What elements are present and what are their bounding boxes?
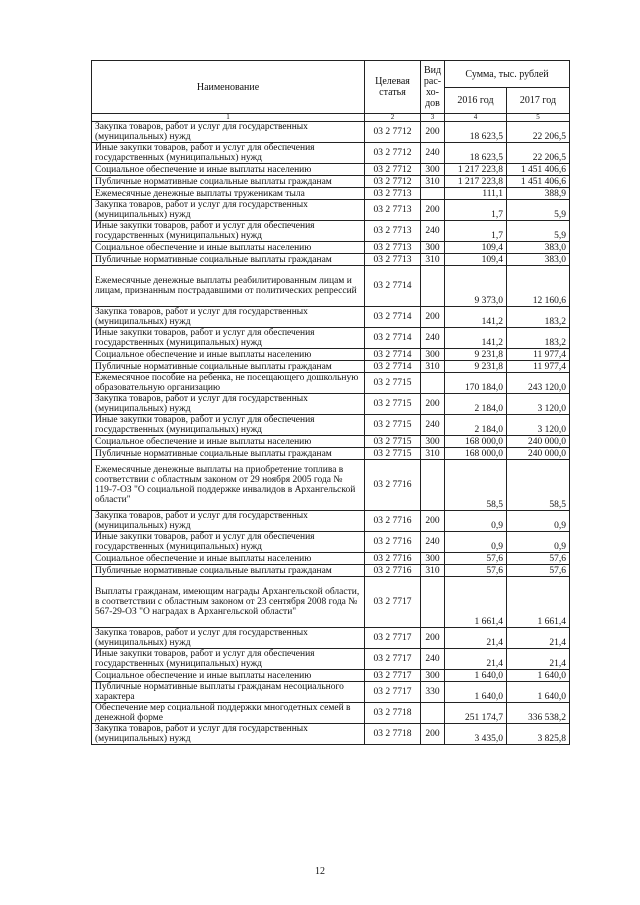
- row-name: Публичные нормативные социальные выплаты гражданам: [92, 176, 365, 188]
- table-row: [92, 122, 570, 143]
- row-target-article: 03 2 7714: [365, 361, 421, 373]
- row-expense-type: 240: [421, 143, 445, 164]
- row-expense-type: 300: [421, 349, 445, 361]
- row-name: Закупка товаров, работ и услуг для государственных (муниципальных) нужд: [92, 307, 365, 328]
- table-row: [92, 565, 570, 577]
- row-target-article: 03 2 7716: [365, 532, 421, 553]
- row-amount-2016: 141,2: [445, 328, 507, 349]
- row-target-article: 03 2 7712: [365, 176, 421, 188]
- table-row: [92, 436, 570, 448]
- row-expense-type: 240: [421, 415, 445, 436]
- row-amount-2016: 168 000,0: [445, 448, 507, 460]
- row-target-article: 03 2 7716: [365, 565, 421, 577]
- row-amount-2016: 1 661,4: [445, 577, 507, 628]
- row-amount-2016: 9 373,0: [445, 266, 507, 307]
- table-row: [92, 448, 570, 460]
- row-amount-2016: 18 623,5: [445, 122, 507, 143]
- row-amount-2016: 1,7: [445, 221, 507, 242]
- row-expense-type: 240: [421, 532, 445, 553]
- row-target-article: 03 2 7713: [365, 188, 421, 200]
- row-amount-2017: 1 661,4: [507, 577, 570, 628]
- table-row: [92, 176, 570, 188]
- row-amount-2016: 170 184,0: [445, 373, 507, 394]
- row-target-article: 03 2 7715: [365, 436, 421, 448]
- header-year-2016: 2016 год: [445, 88, 507, 114]
- row-name: Иные закупки товаров, работ и услуг для обеспечения государственных (муниципальных) нужд: [92, 221, 365, 242]
- row-name: Публичные нормативные социальные выплаты гражданам: [92, 361, 365, 373]
- row-expense-type: 200: [421, 394, 445, 415]
- row-target-article: 03 2 7715: [365, 373, 421, 394]
- table-row: [92, 373, 570, 394]
- row-amount-2017: 383,0: [507, 254, 570, 266]
- row-name: Ежемесячное пособие на ребенка, не посещающего дошкольную образовательную организацию: [92, 373, 365, 394]
- table-row: [92, 221, 570, 242]
- row-name: Публичные нормативные социальные выплаты гражданам: [92, 254, 365, 266]
- row-expense-type: [421, 577, 445, 628]
- row-amount-2016: 251 174,7: [445, 703, 507, 724]
- table-row: [92, 628, 570, 649]
- table-row: [92, 143, 570, 164]
- table-row: [92, 682, 570, 703]
- row-amount-2017: 183,2: [507, 307, 570, 328]
- row-target-article: 03 2 7716: [365, 553, 421, 565]
- row-name: Закупка товаров, работ и услуг для государственных (муниципальных) нужд: [92, 200, 365, 221]
- column-number: 1: [92, 114, 365, 122]
- table-row: [92, 328, 570, 349]
- header-name: Наименование: [92, 61, 365, 114]
- row-target-article: 03 2 7714: [365, 349, 421, 361]
- row-name: Социальное обеспечение и иные выплаты населению: [92, 242, 365, 254]
- table-row: [92, 361, 570, 373]
- row-expense-type: 200: [421, 628, 445, 649]
- row-amount-2017: 3 825,8: [507, 724, 570, 745]
- row-amount-2016: 58,5: [445, 460, 507, 511]
- row-target-article: 03 2 7712: [365, 143, 421, 164]
- table-row: [92, 349, 570, 361]
- row-name: Обеспечение мер социальной поддержки многодетных семей в денежной форме: [92, 703, 365, 724]
- row-amount-2017: 11 977,4: [507, 361, 570, 373]
- row-expense-type: 240: [421, 649, 445, 670]
- table-row: [92, 394, 570, 415]
- row-amount-2016: 9 231,8: [445, 349, 507, 361]
- row-name: Ежемесячные денежные выплаты реабилитированным лицам и лицам, признанным пострадавшими от политических репрессий: [92, 266, 365, 307]
- row-amount-2017: 1 640,0: [507, 682, 570, 703]
- row-amount-2017: 336 538,2: [507, 703, 570, 724]
- row-expense-type: 310: [421, 176, 445, 188]
- row-expense-type: 310: [421, 565, 445, 577]
- row-target-article: 03 2 7712: [365, 122, 421, 143]
- row-expense-type: 310: [421, 361, 445, 373]
- row-expense-type: 310: [421, 254, 445, 266]
- table-row: [92, 553, 570, 565]
- row-expense-type: 200: [421, 307, 445, 328]
- row-name: Социальное обеспечение и иные выплаты населению: [92, 670, 365, 682]
- row-target-article: 03 2 7713: [365, 254, 421, 266]
- row-name: Закупка товаров, работ и услуг для государственных (муниципальных) нужд: [92, 122, 365, 143]
- table-row: [92, 266, 570, 307]
- header-sum: Сумма, тыс. рублей: [445, 61, 570, 88]
- row-amount-2017: 58,5: [507, 460, 570, 511]
- table-row: [92, 242, 570, 254]
- row-amount-2016: 168 000,0: [445, 436, 507, 448]
- row-amount-2017: 1 640,0: [507, 670, 570, 682]
- row-amount-2017: 3 120,0: [507, 394, 570, 415]
- row-target-article: 03 2 7717: [365, 682, 421, 703]
- row-target-article: 03 2 7717: [365, 577, 421, 628]
- row-expense-type: 300: [421, 670, 445, 682]
- row-amount-2017: 3 120,0: [507, 415, 570, 436]
- row-name: Социальное обеспечение и иные выплаты населению: [92, 349, 365, 361]
- row-target-article: 03 2 7714: [365, 266, 421, 307]
- header-year-2017: 2017 год: [507, 88, 570, 114]
- row-target-article: 03 2 7714: [365, 307, 421, 328]
- row-target-article: 03 2 7713: [365, 200, 421, 221]
- row-amount-2016: 1,7: [445, 200, 507, 221]
- row-amount-2016: 0,9: [445, 532, 507, 553]
- row-expense-type: [421, 373, 445, 394]
- row-target-article: 03 2 7712: [365, 164, 421, 176]
- row-expense-type: 200: [421, 724, 445, 745]
- table-row: [92, 532, 570, 553]
- row-amount-2016: 109,4: [445, 254, 507, 266]
- row-name: Публичные нормативные социальные выплаты гражданам: [92, 448, 365, 460]
- row-target-article: 03 2 7715: [365, 415, 421, 436]
- row-amount-2017: 383,0: [507, 242, 570, 254]
- row-expense-type: [421, 188, 445, 200]
- row-amount-2016: 18 623,5: [445, 143, 507, 164]
- row-expense-type: 200: [421, 122, 445, 143]
- row-name: Иные закупки товаров, работ и услуг для обеспечения государственных (муниципальных) нужд: [92, 649, 365, 670]
- row-amount-2017: 0,9: [507, 511, 570, 532]
- row-amount-2016: 2 184,0: [445, 415, 507, 436]
- row-amount-2017: 1 451 406,6: [507, 176, 570, 188]
- row-amount-2017: 22 206,5: [507, 143, 570, 164]
- row-name: Закупка товаров, работ и услуг для государственных (муниципальных) нужд: [92, 394, 365, 415]
- row-expense-type: 200: [421, 511, 445, 532]
- row-target-article: 03 2 7716: [365, 460, 421, 511]
- table-row: [92, 670, 570, 682]
- row-name: Закупка товаров, работ и услуг для государственных (муниципальных) нужд: [92, 628, 365, 649]
- page-number: 12: [315, 866, 325, 877]
- row-name: Публичные нормативные выплаты гражданам несоциального характера: [92, 682, 365, 703]
- row-target-article: 03 2 7717: [365, 649, 421, 670]
- row-amount-2016: 1 217 223,8: [445, 176, 507, 188]
- row-amount-2016: 109,4: [445, 242, 507, 254]
- row-amount-2016: 1 217 223,8: [445, 164, 507, 176]
- row-amount-2017: 240 000,0: [507, 436, 570, 448]
- row-name: Закупка товаров, работ и услуг для государственных (муниципальных) нужд: [92, 511, 365, 532]
- row-amount-2016: 9 231,8: [445, 361, 507, 373]
- row-target-article: 03 2 7717: [365, 628, 421, 649]
- row-target-article: 03 2 7715: [365, 448, 421, 460]
- row-name: Социальное обеспечение и иные выплаты населению: [92, 553, 365, 565]
- row-amount-2017: 240 000,0: [507, 448, 570, 460]
- table-row: [92, 724, 570, 745]
- row-name: Социальное обеспечение и иные выплаты населению: [92, 436, 365, 448]
- row-target-article: 03 2 7717: [365, 670, 421, 682]
- row-expense-type: 300: [421, 164, 445, 176]
- budget-table: [91, 60, 570, 745]
- row-amount-2017: 183,2: [507, 328, 570, 349]
- row-amount-2017: 12 160,6: [507, 266, 570, 307]
- table-row: [92, 307, 570, 328]
- table-row: [92, 200, 570, 221]
- row-amount-2016: 21,4: [445, 628, 507, 649]
- row-amount-2017: 5,9: [507, 200, 570, 221]
- row-amount-2017: 21,4: [507, 628, 570, 649]
- table-row: [92, 164, 570, 176]
- row-target-article: 03 2 7715: [365, 394, 421, 415]
- row-expense-type: 330: [421, 682, 445, 703]
- column-number: 5: [507, 114, 570, 122]
- row-target-article: 03 2 7718: [365, 724, 421, 745]
- column-number: 3: [421, 114, 445, 122]
- row-amount-2017: 0,9: [507, 532, 570, 553]
- row-expense-type: 310: [421, 448, 445, 460]
- row-amount-2016: 57,6: [445, 565, 507, 577]
- row-amount-2017: 11 977,4: [507, 349, 570, 361]
- row-amount-2016: 0,9: [445, 511, 507, 532]
- table-row: [92, 254, 570, 266]
- column-number: 4: [445, 114, 507, 122]
- header-target-article: Целевая статья: [365, 61, 421, 114]
- row-amount-2017: 5,9: [507, 221, 570, 242]
- row-name: Выплаты гражданам, имеющим награды Архангельской области, в соответствии с областным законом от 23 сентября 2008 года № 567-29-ОЗ "О наградах в Архангельской области": [92, 577, 365, 628]
- row-expense-type: [421, 266, 445, 307]
- row-name: Социальное обеспечение и иные выплаты населению: [92, 164, 365, 176]
- row-name: Иные закупки товаров, работ и услуг для обеспечения государственных (муниципальных) нужд: [92, 415, 365, 436]
- row-expense-type: 300: [421, 553, 445, 565]
- row-expense-type: [421, 703, 445, 724]
- row-amount-2016: 21,4: [445, 649, 507, 670]
- row-target-article: 03 2 7716: [365, 511, 421, 532]
- row-amount-2017: 57,6: [507, 553, 570, 565]
- row-name: Иные закупки товаров, работ и услуг для обеспечения государственных (муниципальных) нужд: [92, 328, 365, 349]
- row-expense-type: 240: [421, 328, 445, 349]
- row-expense-type: 300: [421, 436, 445, 448]
- row-name: Иные закупки товаров, работ и услуг для обеспечения государственных (муниципальных) нужд: [92, 532, 365, 553]
- row-expense-type: 200: [421, 200, 445, 221]
- row-amount-2016: 1 640,0: [445, 682, 507, 703]
- column-number: 2: [365, 114, 421, 122]
- row-name: Ежемесячные денежные выплаты на приобретение топлива в соответствии с областным законом от 29 ноября 2005 года № 119-7-ОЗ "О социальной поддержке инвалидов в Архангельской области": [92, 460, 365, 511]
- row-amount-2017: 1 451 406,6: [507, 164, 570, 176]
- row-name: Публичные нормативные социальные выплаты гражданам: [92, 565, 365, 577]
- row-target-article: 03 2 7718: [365, 703, 421, 724]
- row-amount-2016: 111,1: [445, 188, 507, 200]
- table-row: [92, 188, 570, 200]
- row-target-article: 03 2 7713: [365, 221, 421, 242]
- row-amount-2016: 2 184,0: [445, 394, 507, 415]
- header-expense-type: Вид рас-хо-дов: [421, 61, 445, 114]
- table-row: [92, 460, 570, 511]
- row-amount-2017: 243 120,0: [507, 373, 570, 394]
- row-target-article: 03 2 7714: [365, 328, 421, 349]
- table-row: [92, 415, 570, 436]
- row-amount-2017: 57,6: [507, 565, 570, 577]
- row-name: Ежемесячные денежные выплаты труженикам тыла: [92, 188, 365, 200]
- row-name: Закупка товаров, работ и услуг для государственных (муниципальных) нужд: [92, 724, 365, 745]
- table-row: [92, 511, 570, 532]
- row-amount-2016: 1 640,0: [445, 670, 507, 682]
- row-expense-type: [421, 460, 445, 511]
- row-target-article: 03 2 7713: [365, 242, 421, 254]
- row-amount-2017: 22 206,5: [507, 122, 570, 143]
- row-name: Иные закупки товаров, работ и услуг для обеспечения государственных (муниципальных) нужд: [92, 143, 365, 164]
- table-body: [92, 122, 570, 745]
- row-amount-2016: 141,2: [445, 307, 507, 328]
- column-numbers-row: [92, 114, 570, 122]
- table-row: [92, 703, 570, 724]
- row-amount-2016: 3 435,0: [445, 724, 507, 745]
- table-row: [92, 649, 570, 670]
- row-expense-type: 240: [421, 221, 445, 242]
- row-amount-2017: 388,9: [507, 188, 570, 200]
- table-row: [92, 577, 570, 628]
- row-amount-2017: 21,4: [507, 649, 570, 670]
- row-expense-type: 300: [421, 242, 445, 254]
- row-amount-2016: 57,6: [445, 553, 507, 565]
